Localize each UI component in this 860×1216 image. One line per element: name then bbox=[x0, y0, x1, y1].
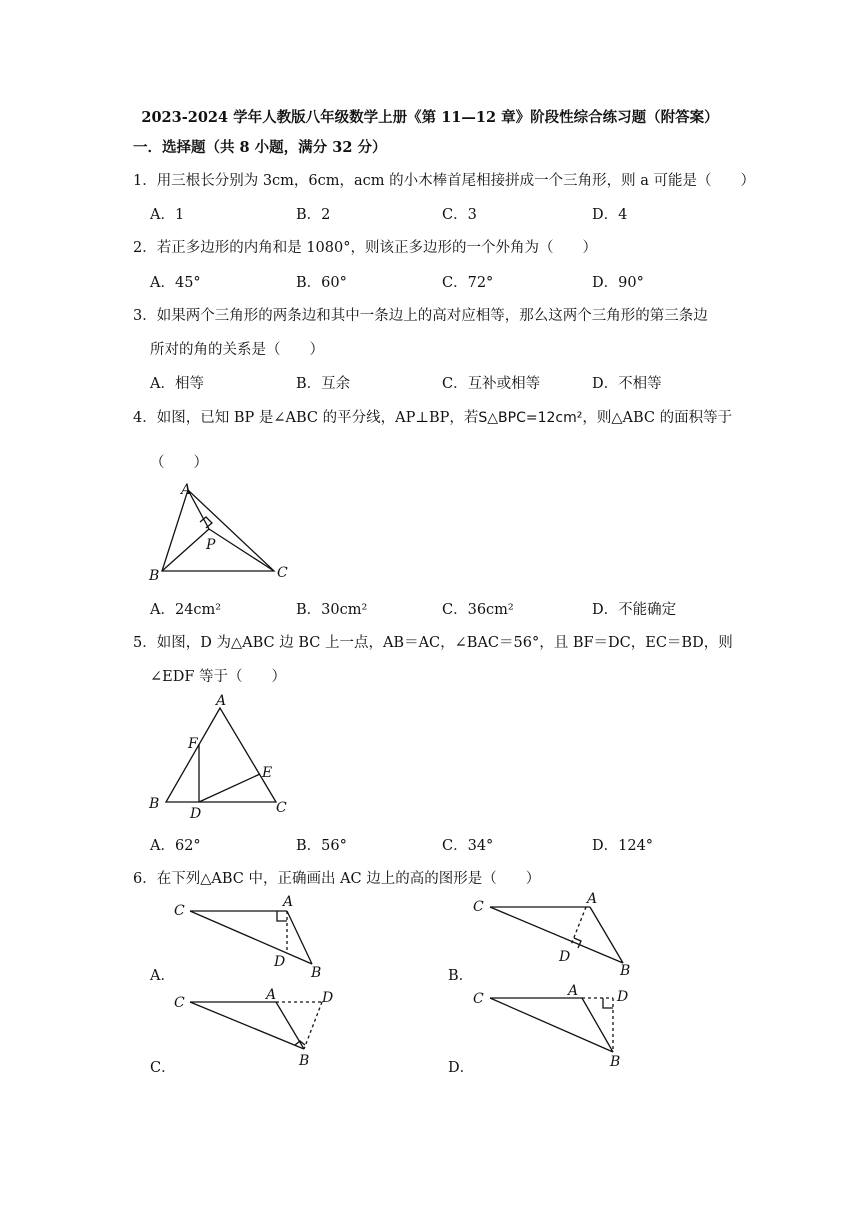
label-c: C bbox=[276, 800, 287, 816]
option-c: C．34° bbox=[442, 838, 494, 854]
option-a: A．62° bbox=[150, 838, 201, 854]
segment-ab bbox=[582, 998, 613, 1052]
segment-cb bbox=[190, 911, 312, 964]
option-c: C．72° bbox=[442, 275, 494, 291]
label-c: C bbox=[174, 903, 185, 919]
option-d: D．不能确定 bbox=[592, 602, 677, 618]
label-d: D bbox=[322, 990, 334, 1006]
area-formula: S△BPC=12cm² bbox=[478, 410, 583, 426]
right-angle-mark bbox=[277, 911, 287, 921]
question-6: 6．在下列△ABC 中，正确画出 AC 边上的高的图形是（ ） bbox=[133, 871, 541, 887]
figure-q6-c bbox=[170, 985, 340, 1070]
figure-q6-d bbox=[468, 982, 648, 1072]
option-b: B．30cm² bbox=[296, 602, 368, 618]
question-4-line-1 bbox=[133, 406, 732, 427]
segment-ap bbox=[188, 490, 209, 529]
label-d: D bbox=[190, 806, 202, 820]
segment-pc bbox=[209, 529, 274, 571]
label-p: P bbox=[206, 537, 216, 553]
triangle-abc bbox=[162, 490, 274, 571]
option-c: C．36cm² bbox=[442, 602, 514, 618]
label-b: B bbox=[149, 568, 160, 584]
figure-q5 bbox=[140, 690, 300, 820]
option-c: C．3 bbox=[442, 207, 477, 223]
label-e: E bbox=[262, 765, 273, 781]
segment-cb bbox=[490, 998, 613, 1052]
label-a: A bbox=[216, 693, 227, 709]
label-b: B bbox=[299, 1053, 310, 1069]
segment-cb bbox=[490, 907, 623, 963]
label-b: B bbox=[311, 965, 322, 981]
option-b: B．60° bbox=[296, 275, 347, 291]
option-a: A．24cm² bbox=[150, 602, 222, 618]
label-d: D bbox=[617, 989, 629, 1005]
right-angle-mark bbox=[603, 998, 613, 1008]
question-2: 2．若正多边形的内角和是 1080°，则该正多边形的一个外角为（ ） bbox=[133, 240, 597, 256]
label-c: C bbox=[174, 995, 185, 1011]
label-f: F bbox=[188, 736, 198, 752]
question-5-line-2: ∠EDF 等于（ ） bbox=[150, 669, 287, 685]
question-5-line-1: 5．如图，D 为△ABC 边 BC 上一点，AB＝AC，∠BAC＝56°，且 BF＝DC，EC＝BD，则 bbox=[133, 635, 733, 651]
option-b-label: B． bbox=[448, 968, 474, 984]
question-1: 1．用三根长分别为 3cm，6cm，acm 的小木棒首尾相接拼成一个三角形，则 a 可能是（ ） bbox=[133, 173, 756, 189]
label-b: B bbox=[620, 963, 631, 979]
document-title: 2023-2024 学年人教版八年级数学上册《第 11—12 章》阶段性综合练习题（附答案） bbox=[141, 109, 719, 126]
option-c-label: C． bbox=[150, 1060, 176, 1076]
option-c: C．互补或相等 bbox=[442, 376, 541, 392]
option-d: D．4 bbox=[592, 207, 628, 223]
label-c: C bbox=[473, 899, 484, 915]
label-b: B bbox=[149, 796, 160, 812]
label-d: D bbox=[559, 949, 571, 965]
figure-q6-b bbox=[468, 890, 648, 980]
option-b: B．2 bbox=[296, 207, 331, 223]
figure-q6-a bbox=[170, 893, 340, 983]
label-a: A bbox=[266, 987, 277, 1003]
option-d: D．90° bbox=[592, 275, 644, 291]
label-a: A bbox=[283, 894, 294, 910]
segment-ab bbox=[590, 907, 623, 963]
option-d: D．不相等 bbox=[592, 376, 662, 392]
question-3-line-1: 3．如果两个三角形的两条边和其中一条边上的高对应相等，那么这两个三角形的第三条边 bbox=[133, 308, 708, 324]
option-a: A．45° bbox=[150, 275, 201, 291]
label-a: A bbox=[568, 983, 579, 999]
label-c: C bbox=[473, 991, 484, 1007]
option-a: A．相等 bbox=[150, 376, 204, 392]
triangle-abc bbox=[166, 708, 276, 802]
figure-q4 bbox=[140, 478, 300, 588]
question-4-line-2: （ ） bbox=[150, 455, 208, 471]
section-heading: 一．选择题（共 8 小题，满分 32 分） bbox=[133, 139, 387, 156]
height-dashed bbox=[304, 1002, 322, 1049]
option-d: D．124° bbox=[592, 838, 654, 854]
segment-cb bbox=[190, 1002, 304, 1049]
label-b: B bbox=[610, 1054, 621, 1070]
option-d-label: D． bbox=[448, 1060, 475, 1076]
segment-ab bbox=[287, 911, 312, 964]
question-4-text-before: 4．如图，已知 BP 是∠ABC 的平分线，AP⊥BP，若 bbox=[133, 410, 479, 426]
label-a: A bbox=[587, 891, 598, 907]
label-c: C bbox=[277, 565, 288, 581]
segment-de bbox=[199, 774, 260, 802]
question-3-line-2: 所对的角的关系是（ ） bbox=[150, 342, 324, 358]
option-b: B．56° bbox=[296, 838, 347, 854]
label-a: A bbox=[181, 482, 192, 498]
option-a-label: A． bbox=[150, 968, 175, 984]
label-d: D bbox=[274, 954, 286, 970]
question-4-text-after: ，则△ABC 的面积等于 bbox=[582, 410, 733, 426]
option-b: B．互余 bbox=[296, 376, 351, 392]
option-a: A．1 bbox=[150, 207, 185, 223]
